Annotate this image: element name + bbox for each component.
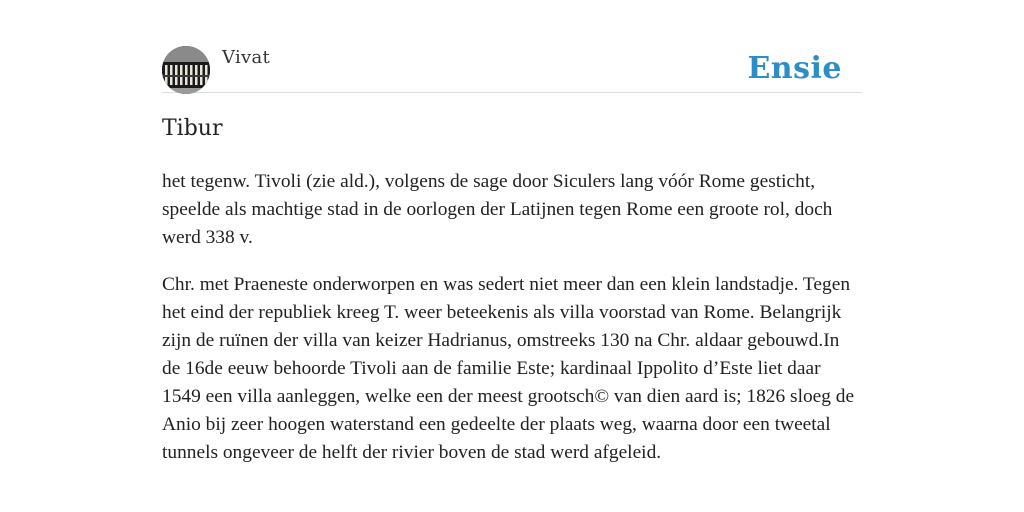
header [162,46,862,93]
page-title: Tibur [162,116,223,141]
brand-logo[interactable]: Ensie [747,51,842,86]
author-name[interactable]: Vivat [222,47,271,68]
avatar-image [162,46,210,94]
avatar-photo-icon[interactable] [162,46,210,94]
paragraph-2: Chr. met Praeneste onderworpen en was sedert niet meer dan een klein landstadje. Tegen het eind der republiek kreeg T. weer beteekenis als villa voorstad van Rome. Belangrijk zijn de ruïnen der villa van keizer Hadrianus, omstreeks 130 na Chr. aldaar gebouwd.In de 16de eeuw behoorde Tivoli aan de familie Este; kardinaal Ippolito d’Este liet daar 1549 een villa aanleggen, welke een der meest grootsch© van dien aard is; 1826 sloeg de Anio bij zeer hoogen waterstand een gedeelte der plaats weg, waarna door een tweetal tunnels ongeveer de helft der rivier boven de stad werd afgeleid. [162,274,855,463]
paragraph-1: het tegenw. Tivoli (zie ald.), volgens de sage door Siculers lang vóór Rome gesticht, speelde als machtige stad in de oorlogen der Latijnen tegen Rome een groote rol, doch werd 338 v. [162,171,833,248]
page-container [162,0,862,512]
article-body [162,168,862,486]
